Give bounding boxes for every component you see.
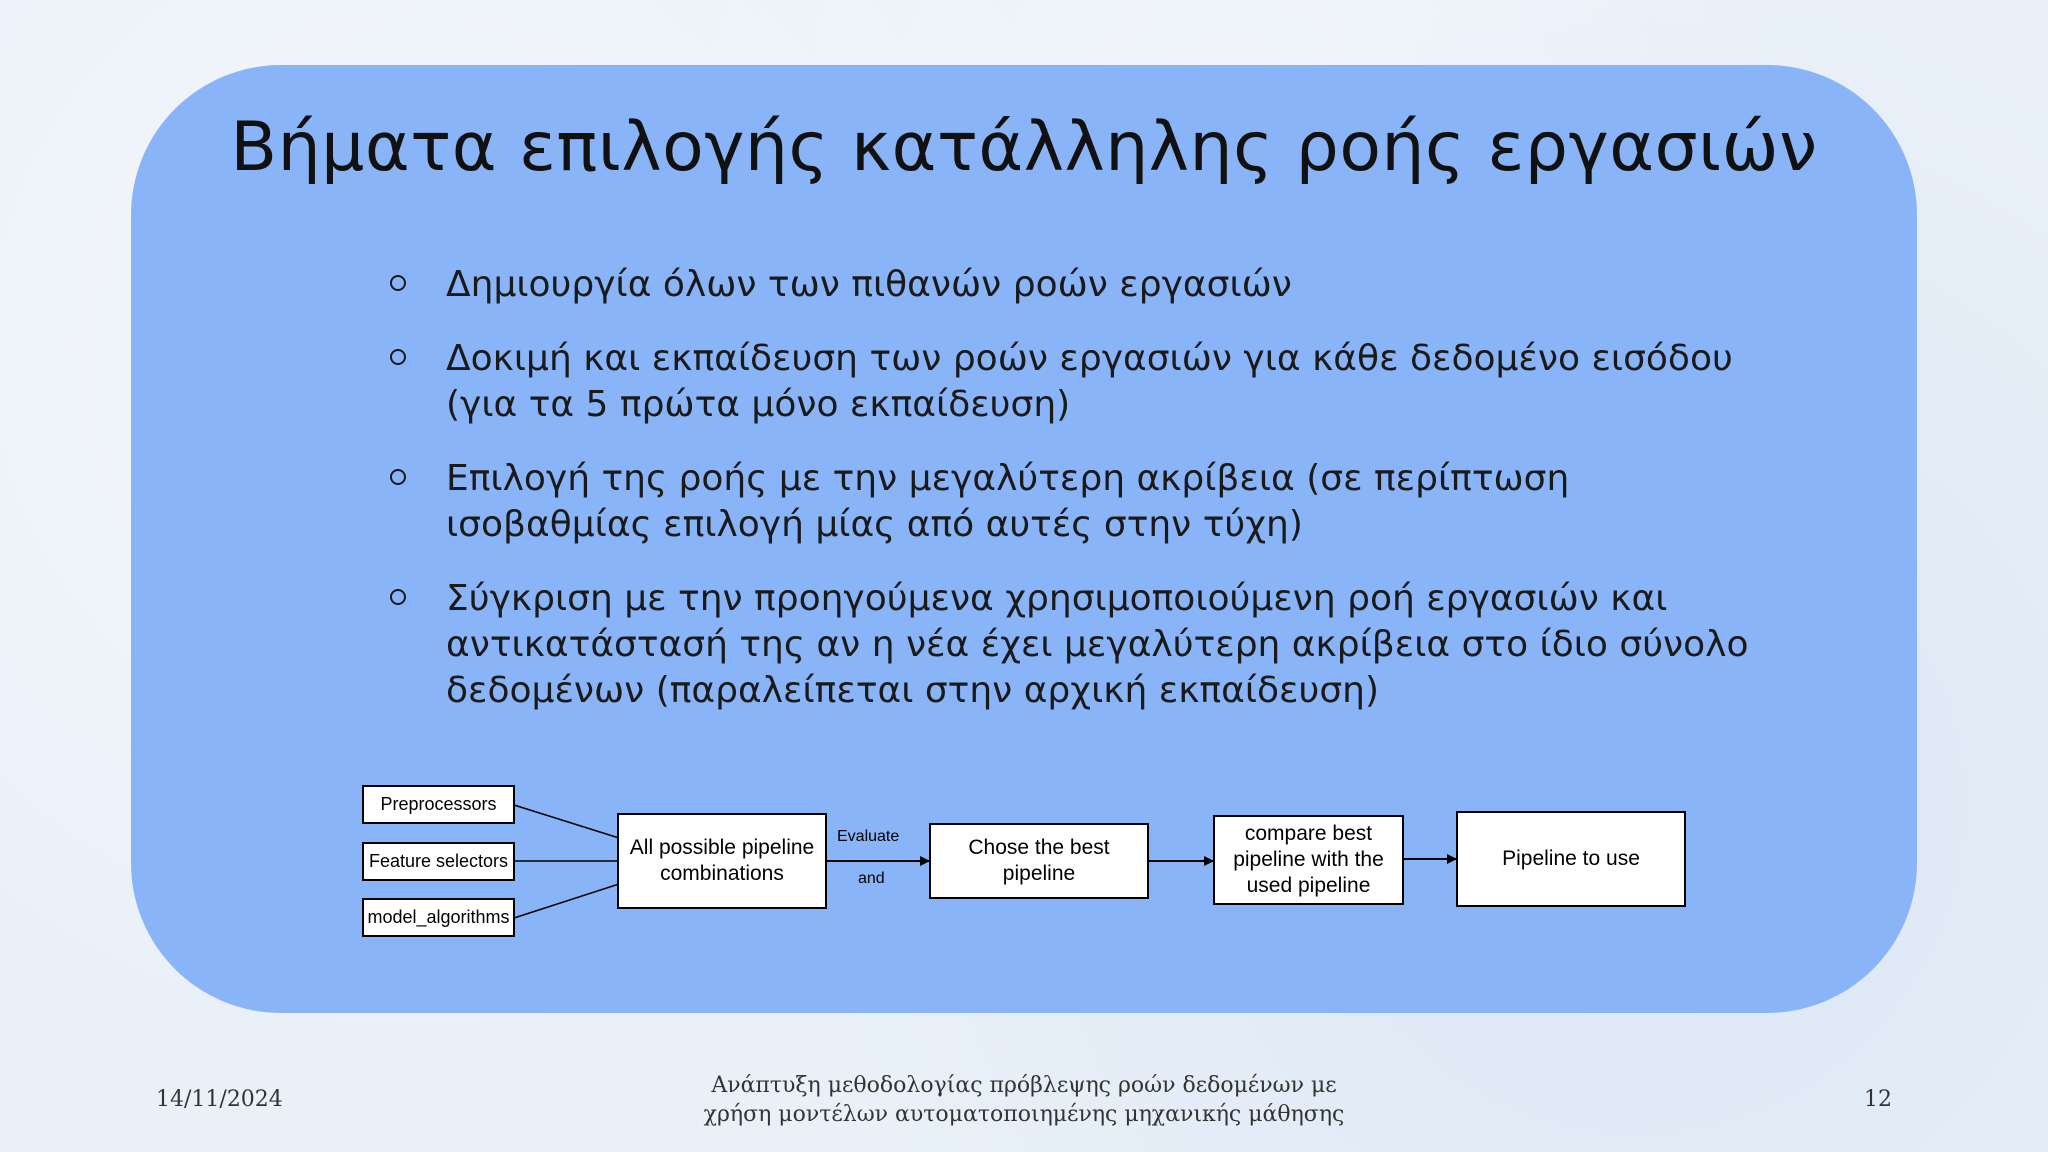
bullet-text: Σύγκριση με την προηγούμενα χρησιμοποιούμενη ροή εργασιών και αντικατάστασή της αν η νέα έχει μεγαλύτερη ακρίβεια στο ίδιο σύνολο δεδομένων (παραλείπεται στην αρχική εκπαίδευση) bbox=[446, 578, 1749, 711]
input-box-model-algorithms: model_algorithms bbox=[362, 898, 515, 937]
bullet-text: Δοκιμή και εκπαίδευση των ροών εργασιών για κάθε δεδομένο εισόδου (για τα 5 πρώτα μόνο εκπαίδευση) bbox=[446, 338, 1733, 425]
slide-title: Βήματα επιλογής κατάλληλης ροής εργασιών bbox=[230, 108, 1818, 187]
footer-date: 14/11/2024 bbox=[156, 1087, 283, 1112]
bullet-list bbox=[388, 262, 1758, 742]
input-box-feature-selectors: Feature selectors bbox=[362, 842, 515, 881]
footer-title bbox=[0, 1071, 2048, 1129]
bullet-text: Δημιουργία όλων των πιθανών ροών εργασιών bbox=[446, 264, 1292, 305]
bullet-circle-icon bbox=[390, 275, 406, 291]
bullet-item bbox=[388, 576, 1758, 714]
footer-title-line2: χρήση μοντέλων αυτοματοποιημένης μηχανικής μάθησης bbox=[703, 1102, 1345, 1127]
evaluate-label: Evaluate bbox=[837, 828, 900, 845]
combinations-box: All possible pipeline combinations bbox=[617, 813, 827, 909]
bullet-text: Επιλογή της ροής με την μεγαλύτερη ακρίβεια (σε περίπτωση ισοβαθμίας επιλογή μίας από αυτές στην τύχη) bbox=[446, 458, 1570, 545]
bullet-circle-icon bbox=[390, 589, 406, 605]
bullet-circle-icon bbox=[390, 349, 406, 365]
output-box: Pipeline to use bbox=[1456, 811, 1686, 907]
bullet-circle-icon bbox=[390, 469, 406, 485]
bullet-item bbox=[388, 336, 1758, 428]
and-label: and bbox=[858, 870, 885, 887]
compare-box: compare best pipeline with the used pipeline bbox=[1213, 815, 1404, 905]
bullet-item bbox=[388, 456, 1758, 548]
chose-best-box: Chose the best pipeline bbox=[929, 823, 1149, 899]
page-number: 12 bbox=[1864, 1087, 1892, 1112]
footer-title-line1: Ανάπτυξη μεθοδολογίας πρόβλεψης ροών δεδομένων με bbox=[711, 1073, 1337, 1098]
bullet-item bbox=[388, 262, 1758, 308]
input-box-preprocessors: Preprocessors bbox=[362, 785, 515, 824]
